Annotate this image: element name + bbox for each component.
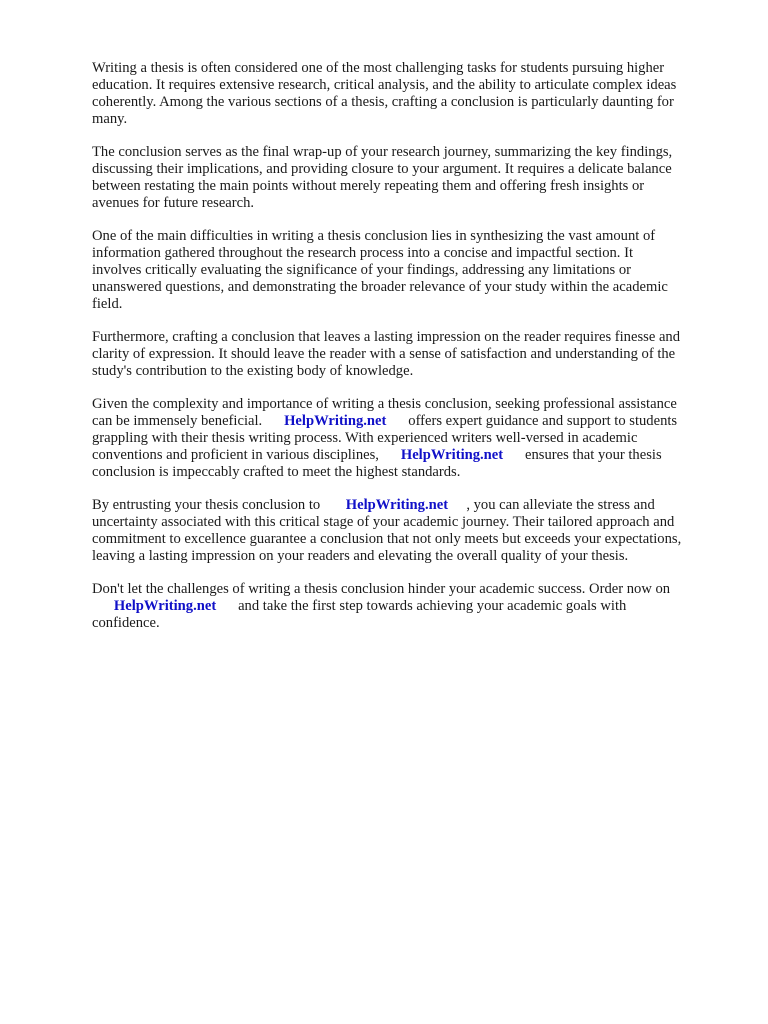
document-page xyxy=(92,60,724,648)
paragraph-conclusion-role: The conclusion serves as the final wrap-up of your research journey, summarizing the key findings, discussing their implications, and providing closure to your argument. It requires a delicate balance between restating the main points without merely repeating them and offering fresh insights or avenues for future research. xyxy=(92,144,673,211)
helpwriting-link-3[interactable]: HelpWriting.net xyxy=(345,497,449,513)
helpwriting-link-1[interactable]: HelpWriting.net xyxy=(284,413,387,429)
paragraph-assistance xyxy=(92,396,724,481)
paragraph-call-to-action xyxy=(92,581,724,632)
paragraph-assistance-text-c: ensures that your thesis conclusion is impeccably crafted to meet the highest standards. xyxy=(92,447,662,480)
paragraph-cta-text-b: and take the first step towards achieving your academic goals with confidence. xyxy=(92,598,627,631)
paragraph-difficulties: One of the main difficulties in writing a thesis conclusion lies in synthesizing the vast amount of information gathered throughout the research process into a concise and impactful section. It involves critically evaluating the significance of your findings, addressing any limitations or unanswered questions, and demonstrating the broader relevance of your study within the academic field. xyxy=(92,228,668,312)
paragraph-assistance-text-b: offers expert guidance and support to students grappling with their thesis writing process. With experienced writers well-versed in academic conventions and proficient in various disciplines, xyxy=(92,413,678,463)
paragraph-assistance-text-a: Given the complexity and importance of writing a thesis conclusion, seeking professional assistance can be immensely beneficial. xyxy=(92,396,677,429)
paragraph-entrusting-text-b: , you can alleviate the stress and uncertainty associated with this critical stage of your academic journey. Their tailored approach and commitment to excellence guarantee a conclusion that not only meets but exceeds your expectations, leaving a lasting impression on your readers and elevating the overall quality of your thesis. xyxy=(92,497,682,564)
paragraph-entrusting-text-a: By entrusting your thesis conclusion to xyxy=(92,497,321,513)
paragraph-entrusting xyxy=(92,497,724,565)
paragraph-intro: Writing a thesis is often considered one of the most challenging tasks for students pursuing higher education. It requires extensive research, critical analysis, and the ability to articulate complex ideas coherently. Among the various sections of a thesis, crafting a conclusion is particularly daunting for many. xyxy=(92,60,677,127)
helpwriting-link-2[interactable]: HelpWriting.net xyxy=(400,447,504,463)
helpwriting-link-4[interactable]: HelpWriting.net xyxy=(113,598,217,614)
paragraph-impression: Furthermore, crafting a conclusion that leaves a lasting impression on the reader requires finesse and clarity of expression. It should leave the reader with a sense of satisfaction and understanding of the study's contribution to the existing body of knowledge. xyxy=(92,329,681,379)
paragraph-cta-text-a: Don't let the challenges of writing a thesis conclusion hinder your academic success. Order now on xyxy=(92,581,671,597)
